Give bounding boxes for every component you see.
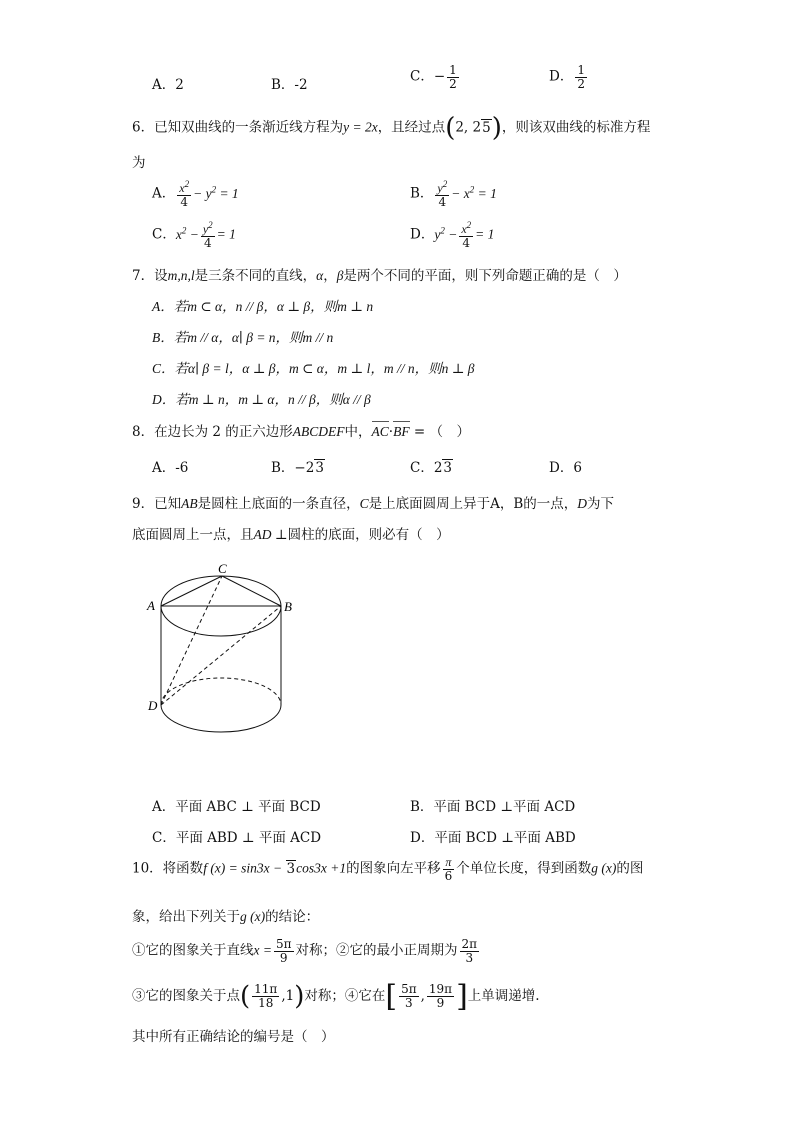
q10-conclusion-1-2: ①它的图象关于直线x = $\frac{5\pi}{9}$ 对称；②它的最小正周期为 $\frac{2\pi}{3}$	[132, 937, 478, 965]
point-a-label: A	[147, 598, 155, 613]
vector-ac: AC	[371, 424, 389, 439]
q8-stem: 8．在边长为 2 的正六边形ABCDEF中，AC·BF = （ ）	[132, 424, 470, 440]
q6-option-d: D．$y^2$ − $\frac{x^2}{4}$ = 1	[410, 220, 495, 250]
vector-bf: BF	[393, 424, 410, 439]
q6-option-b: B． $\frac{y^2}{4}$ − $x^2 = 1$	[410, 179, 497, 209]
q7-option-a: A．若m ⊂ α，n // β，α ⊥ β，则m ⊥ n	[152, 299, 374, 314]
q8-option-b: B．−23	[271, 460, 324, 476]
q10-stem-line2: 象，给出下列关于g (x)的结论：	[132, 909, 320, 925]
q10-stem-line1: 10．将函数f (x) = sin3x − 3cos3x +1的图象向左平移 $\frac{\pi}{6}$ 个单位长度，得到函数g (x)的图	[132, 855, 644, 883]
q9-option-a: A．平面 ABC ⊥ 平面 BCD	[152, 799, 321, 815]
point-d-label: D	[148, 698, 158, 713]
q5-option-d: D． $\frac{1}{2}$	[549, 63, 585, 91]
point-c-label: C	[218, 561, 227, 576]
q9-option-d: D．平面 BCD ⊥平面 ABD	[410, 830, 576, 846]
q7-option-b: B．若m // α，α∣ β = n，则m // n	[152, 330, 334, 345]
q6-stem-line2: 为	[132, 155, 146, 171]
q6-stem-line1: 6．已知双曲线的一条渐近线方程为y = 2x，且经过点(2, 25)，则该双曲线的标准方程	[132, 113, 651, 143]
q7-stem: 7．设m,n,l是三条不同的直线，α，β是两个不同的平面，则下列命题正确的是（ ）	[132, 268, 627, 284]
q6-option-c: C．$x^2$ − $\frac{y^2}{4}$ = 1	[152, 220, 236, 250]
cylinder-figure	[140, 558, 300, 743]
q9-option-c: C．平面 ABD ⊥ 平面 ACD	[152, 830, 322, 846]
q5-option-a: A．2	[152, 77, 184, 93]
q9-stem-line2: 底面圆周上一点，且AD ⊥圆柱的底面，则必有（ ）	[132, 527, 450, 543]
q9-stem-line1: 9．已知AB是圆柱上底面的一条直径，C是上底面圆周上异于A，B的一点，D为下	[132, 496, 615, 512]
q5-option-c: C．− $\frac{1}{2}$	[410, 63, 457, 91]
q8-option-c: C．23	[410, 460, 453, 476]
point-b-label: B	[284, 599, 292, 614]
q10-final-question: 其中所有正确结论的编号是（ ）	[132, 1029, 335, 1045]
q8-option-a: A．-6	[152, 460, 189, 476]
q9-option-b: B．平面 BCD ⊥平面 ACD	[410, 799, 576, 815]
q8-option-d: D．6	[549, 460, 582, 476]
q7-option-d: D．若m ⊥ n，m ⊥ α，n // β，则α // β	[152, 392, 371, 407]
q10-conclusion-3-4: ③它的图象关于点( $\frac{11\pi}{18}$ ,1)对称；④它在[ $\frac{5\pi}{3}$ , $\frac{19\pi}{9}$ ]上单调递增.	[132, 979, 540, 1014]
q5-option-b: B．-2	[271, 77, 308, 93]
q7-option-c: C．若α∣ β = l，α ⊥ β，m ⊂ α，m ⊥ l，m // n，则n ⊥ β	[152, 361, 475, 376]
q6-option-a: A． $\frac{x^2}{4}$ − $y^2 = 1$	[152, 179, 239, 209]
